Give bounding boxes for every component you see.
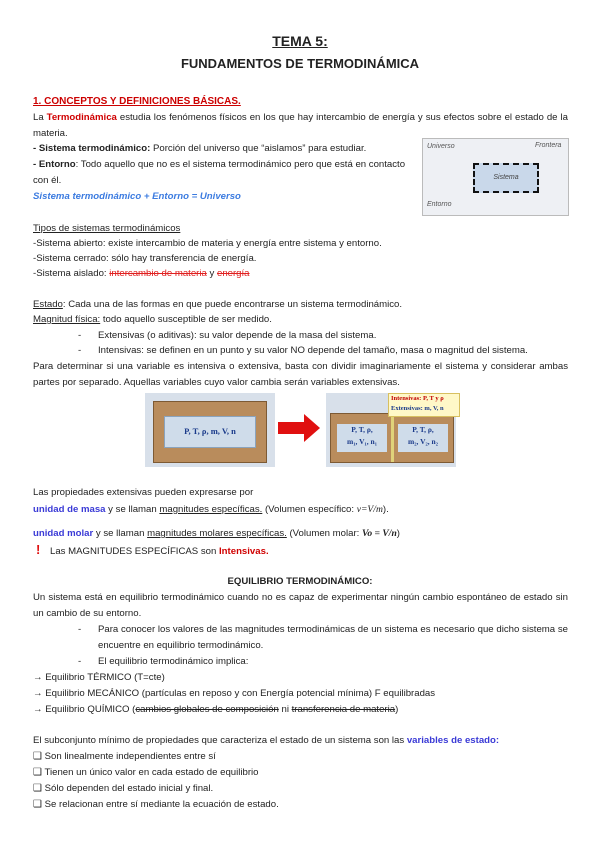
tipos-heading: Tipos de sistemas termodinámicos xyxy=(33,223,181,234)
magnitud-definition: Magnitud física: todo aquello susceptible de ser medido. xyxy=(33,314,272,325)
magnitudes-especificas: unidad de masa y se llaman magnitudes específicas. (Volumen específico: v=V/m). xyxy=(33,504,389,515)
boundary-label: Frontera xyxy=(535,142,562,149)
magnitudes-molares: unidad molar y se llaman magnitudes molares específicas. (Volumen molar: Vo = V/n) xyxy=(33,528,400,539)
legend-intensive: Intensivas: P, T y ρ xyxy=(391,395,444,402)
environment-label: Entorno xyxy=(427,201,452,208)
legend-extensive: Extensivas: m, V, n xyxy=(391,405,444,412)
check-item: ❑ Tienen un único valor en cada estado de equilibrio xyxy=(33,767,259,778)
universo-formula: Sistema termodinámico + Entorno = Universo xyxy=(33,191,241,202)
equilibrio-quimico: → Equilibrio QUÍMICO (cambios globales de composición ni transferencia de materia) xyxy=(33,704,399,715)
check-item: ❑ Sólo dependen del estado inicial y final. xyxy=(33,783,214,794)
determinar-paragraph: Para determinar si una variable es intensiva o extensiva, basta con dividir imaginariamente el sistema y considerar ambas partes por separado. Aquellas variables cuyo valor cambia serán variables extensivas. xyxy=(33,361,568,388)
page-title: TEMA 5: xyxy=(272,33,328,49)
system-diagram xyxy=(422,138,569,216)
section-heading: 1. CONCEPTOS Y DEFINICIONES BÁSICAS. xyxy=(33,96,241,107)
system-box xyxy=(473,163,539,193)
universe-label: Universo xyxy=(427,143,455,150)
extensivas-item: Extensivas (o aditivas): su valor depende de la masa del sistema. xyxy=(98,330,377,341)
checkbox-icon: ❑ xyxy=(33,767,42,778)
equilibrio-mecanico: → Equilibrio MECÁNICO (partículas en reposo y con Energía potencial mínima) F equilibradas xyxy=(33,688,436,699)
sistema-cerrado: -Sistema cerrado: sólo hay transferencia de energía. xyxy=(33,253,257,264)
legend-box xyxy=(388,393,460,417)
sistema-abierto: -Sistema abierto: existe intercambio de materia y energía entre sistema y entorno. xyxy=(33,238,382,249)
equilibrio-heading: EQUILIBRIO TERMODINÁMICO: xyxy=(227,576,373,587)
whole-properties: P, T, ρ, m, V, n xyxy=(184,426,236,436)
bullet-dash: - xyxy=(78,330,82,341)
arrow-right-icon xyxy=(304,414,320,442)
checkbox-icon: ❑ xyxy=(33,783,42,794)
entorno-definition: - Entorno: Todo aquello que no es el sistema termodinámico pero que está en contacto con él. xyxy=(33,159,406,186)
checkbox-icon: ❑ xyxy=(33,751,42,762)
checkbox-icon: ❑ xyxy=(33,799,42,810)
check-item: ❑ Son linealmente independientes entre sí xyxy=(33,751,216,762)
equilibrio-definition: Un sistema está en equilibrio termodinámico cuando no es capaz de experimentar ningún cambio espontáneo de estado sin un cambio de su entorno. xyxy=(33,592,568,619)
equilibrio-item2: El equilibrio termodinámico implica: xyxy=(98,656,249,667)
divider-line xyxy=(391,414,394,462)
term-termodinamica: Termodinámica xyxy=(46,112,117,123)
system-label: Sistema xyxy=(493,174,519,181)
equilibrio-item1: Para conocer los valores de las magnitudes termodinámicas de un sistema es necesario que dicho sistema se encuentre en equilibrio termodinámico. xyxy=(98,624,568,651)
intensivas-item: Intensivas: se definen en un punto y su valor NO depende del tamaño, masa o magnitud del sistema. xyxy=(98,345,528,356)
estado-definition: Estado: Cada una de las formas en que puede encontrarse un sistema termodinámico. xyxy=(33,299,403,310)
brick-divided xyxy=(330,413,454,463)
part-a-line2: m₁, V₁, n₁ xyxy=(347,437,377,446)
arrow-shaft xyxy=(278,422,306,434)
part-b-line1: P, T, ρ, xyxy=(412,425,434,434)
check-item: ❑ Se relacionan entre sí mediante la ecuación de estado. xyxy=(33,799,279,810)
variables-estado-intro: El subconjunto mínimo de propiedades que caracteriza el estado de un sistema son las variables de estado: xyxy=(33,735,500,746)
bullet-dash: - xyxy=(78,656,82,667)
sistema-definition: - Sistema termodinámico: Porción del universo que “aislamos” para estudiar. xyxy=(33,143,367,154)
part-a xyxy=(337,424,387,452)
intro-paragraph: La Termodinámica estudia los fenómenos físicos en los que hay intercambio de energía y sus efectos sobre el estado de la materia. xyxy=(33,112,568,139)
part-a-line1: P, T, ρ, xyxy=(351,425,373,434)
warning-text: Las MAGNITUDES ESPECÍFICAS son Intensivas. xyxy=(50,546,269,557)
props-line: Las propiedades extensivas pueden expresarse por xyxy=(33,487,254,498)
whole-system-figure xyxy=(145,393,275,467)
part-b xyxy=(398,424,448,452)
sistema-aislado: -Sistema aislado: intercambio de materia y energía xyxy=(33,268,250,279)
equilibrio-termico: → Equilibrio TÉRMICO (T=cte) xyxy=(33,672,165,683)
bullet-dash: - xyxy=(78,624,82,635)
bullet-dash: - xyxy=(78,345,82,356)
part-b-line2: m₂, V₂, n₂ xyxy=(408,437,438,446)
warning-icon: ! xyxy=(36,542,41,557)
system-label-box xyxy=(164,416,256,448)
brick-whole xyxy=(153,401,267,463)
page-subtitle: FUNDAMENTOS DE TERMODINÁMICA xyxy=(180,56,420,71)
